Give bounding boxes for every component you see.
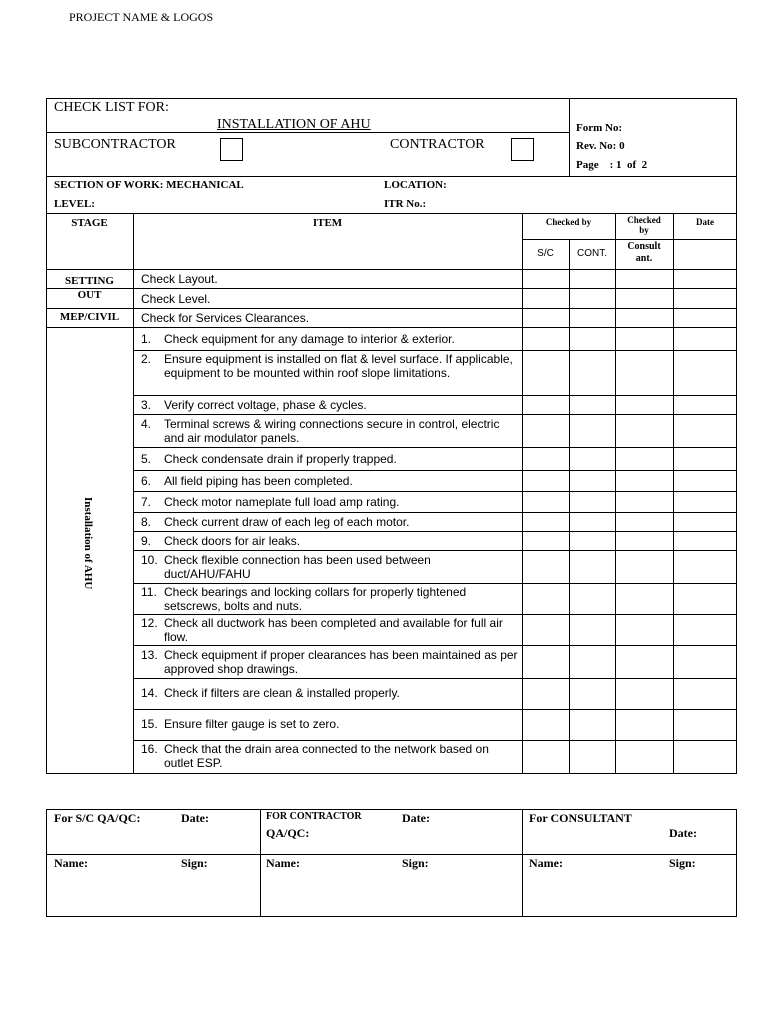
checklist-for-label: CHECK LIST FOR: xyxy=(54,100,169,115)
installation-check-item: Check flexible connection has been used between duct/AHU/FAHU xyxy=(164,553,431,581)
item-number: 13. xyxy=(141,648,158,662)
sc-date-label: Date: xyxy=(181,811,209,825)
page-header: PROJECT NAME & LOGOS xyxy=(69,10,214,24)
subcontractor-label: SUBCONTRACTOR xyxy=(54,137,176,152)
location-label: LOCATION: xyxy=(384,179,447,191)
contractor-qaqc-label: QA/QC: xyxy=(266,826,310,840)
rev-no: Rev. No: 0 xyxy=(576,140,625,152)
contractor-checkbox[interactable] xyxy=(511,138,534,161)
stage-installation: Installation of AHU xyxy=(82,497,94,590)
item-number: 5. xyxy=(141,452,152,466)
item-check-level: Check Level. xyxy=(141,292,211,306)
checked-by-header-2: Checked by xyxy=(627,215,661,235)
checked-by-header: Checked by xyxy=(545,217,592,227)
item-number: 16. xyxy=(141,742,158,756)
consultant-date-label: Date: xyxy=(669,826,697,840)
installation-check-item: Check current draw of each leg of each motor. xyxy=(164,515,410,529)
installation-check-item: Check all ductwork has been completed and available for full air flow. xyxy=(164,616,503,644)
stage-header: STAGE xyxy=(71,217,108,229)
item-number: 7. xyxy=(141,495,152,509)
sc-sign-label: Sign: xyxy=(181,856,208,870)
item-number: 2. xyxy=(141,352,152,366)
contractor-name-label: Name: xyxy=(266,856,300,870)
installation-check-item: Check condensate drain if properly trapped. xyxy=(164,452,397,466)
installation-check-item: Verify correct voltage, phase & cycles. xyxy=(164,398,367,412)
installation-check-item: Check if filters are clean & installed properly. xyxy=(164,686,400,700)
cont-header: CONT. xyxy=(577,248,607,259)
sc-qaqc-label: For S/C QA/QC: xyxy=(54,811,141,825)
item-number: 10. xyxy=(141,553,158,567)
item-number: 4. xyxy=(141,417,152,431)
installation-check-item: Check bearings and locking collars for properly tightened setscrews, bolts and nuts. xyxy=(164,585,467,613)
subcontractor-checkbox[interactable] xyxy=(220,138,243,161)
stage-mep-civil: MEP/CIVIL xyxy=(59,311,120,323)
sc-header: S/C xyxy=(537,248,554,259)
date-header: Date xyxy=(696,217,714,227)
item-number: 1. xyxy=(141,332,152,346)
item-services-clearances: Check for Services Clearances. xyxy=(141,311,310,325)
item-number: 11. xyxy=(141,585,157,599)
level-label: LEVEL: xyxy=(54,198,95,210)
item-check-layout: Check Layout. xyxy=(141,272,218,286)
installation-check-item: Terminal screws & wiring connections secure in control, electric and air modulator panels. xyxy=(164,417,500,445)
for-contractor-label: FOR CONTRACTOR xyxy=(266,811,362,822)
installation-check-item: Check doors for air leaks. xyxy=(164,534,301,548)
form-no: Form No: xyxy=(576,122,623,134)
installation-check-item: Check that the drain area connected to the network based on outlet ESP. xyxy=(164,742,489,770)
contractor-sign-label: Sign: xyxy=(402,856,429,870)
stage-setting-out: SETTING OUT xyxy=(65,275,114,301)
consultant-sign-label: Sign: xyxy=(669,856,696,870)
itr-no-label: ITR No.: xyxy=(384,198,427,210)
page-number: Page : 1 of 2 xyxy=(576,159,648,171)
installation-check-item: Check equipment for any damage to interior & exterior. xyxy=(164,332,455,346)
consultant-header: Consult ant. xyxy=(627,241,661,264)
item-number: 8. xyxy=(141,515,152,529)
item-number: 6. xyxy=(141,474,152,488)
installation-check-item: All field piping has been completed. xyxy=(164,474,353,488)
installation-check-item: Check motor nameplate full load amp rating. xyxy=(164,495,400,509)
for-consultant-label: For CONSULTANT xyxy=(529,811,632,825)
item-number: 12. xyxy=(141,616,158,630)
signoff-frame xyxy=(46,809,737,917)
item-number: 9. xyxy=(141,534,152,548)
consultant-name-label: Name: xyxy=(529,856,563,870)
installation-check-item: Ensure filter gauge is set to zero. xyxy=(164,717,340,731)
item-number: 3. xyxy=(141,398,152,412)
section-of-work: SECTION OF WORK: MECHANICAL xyxy=(54,179,244,191)
installation-check-item: Ensure equipment is installed on flat & level surface. If applicable, equipment to be mounted within roof slope limitations. xyxy=(164,352,513,380)
contractor-label: CONTRACTOR xyxy=(390,137,485,152)
contractor-date-label: Date: xyxy=(402,811,430,825)
checklist-title: INSTALLATION OF AHU xyxy=(217,117,371,132)
sc-name-label: Name: xyxy=(54,856,88,870)
installation-check-item: Check equipment if proper clearances has been maintained as per approved shop drawings. xyxy=(164,648,518,676)
item-header: ITEM xyxy=(312,217,343,229)
item-number: 14. xyxy=(141,686,158,700)
item-number: 15. xyxy=(141,717,158,731)
